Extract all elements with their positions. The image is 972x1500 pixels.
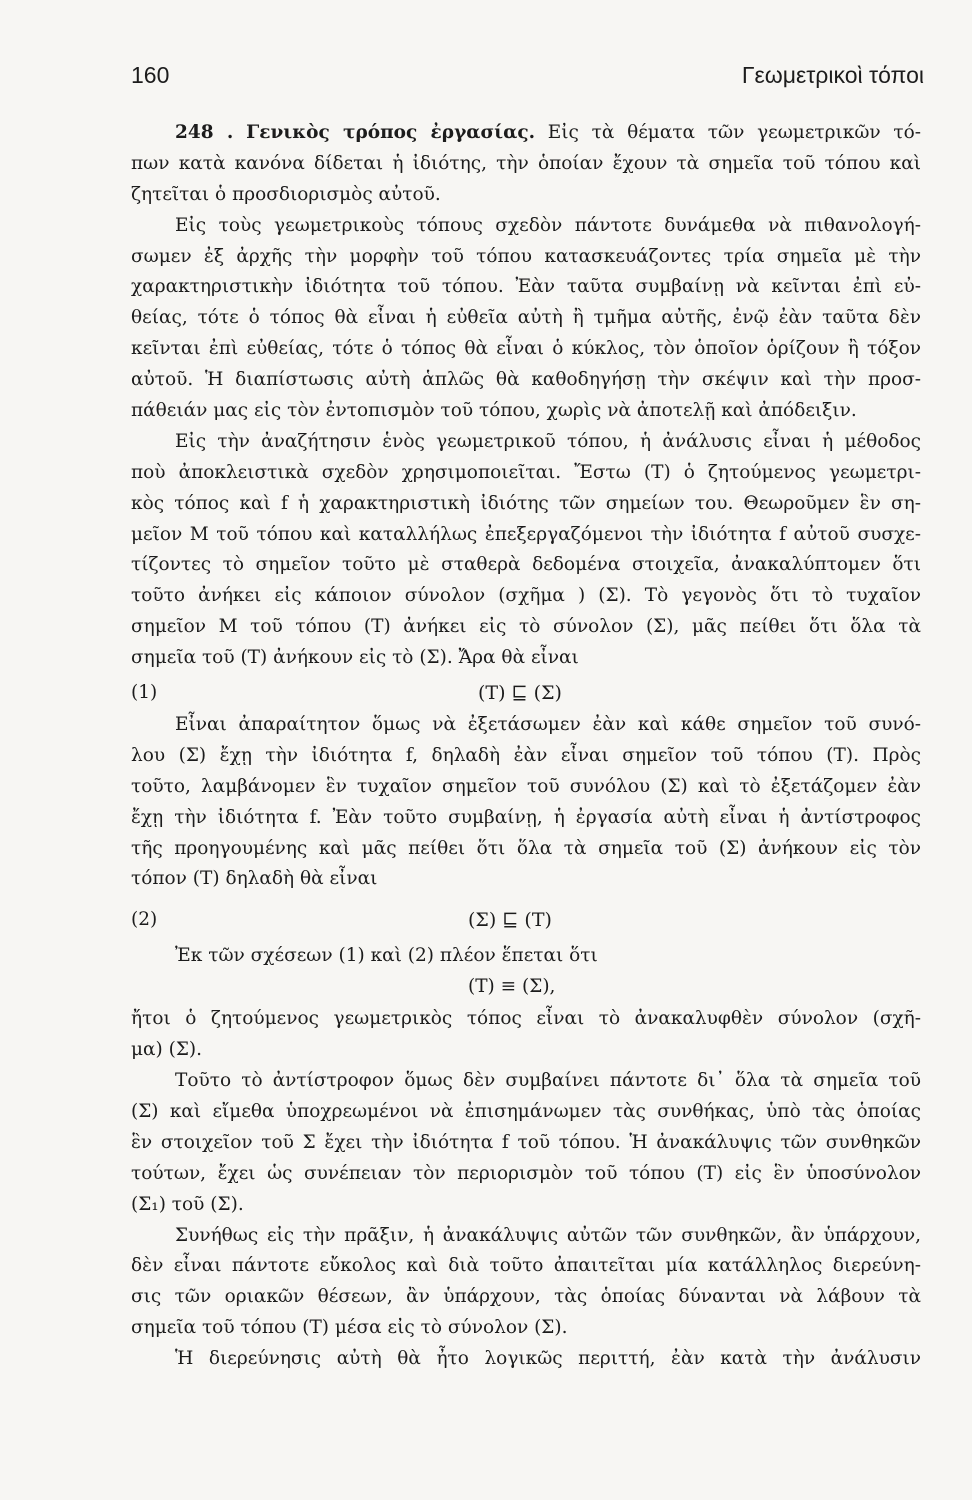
text-line: σημεῖα τοῦ τόπου (Τ) μέσα εἰς τὸ σύνολον (Σ). (131, 1317, 568, 1339)
text-line: Τοῦτο τὸ ἀντίστροφον ὅμως δὲν συμβαίνει πάντοτε δι᾽ ὅλα τὰ σημεῖα τοῦ (175, 1070, 921, 1092)
text-line: τῆς προηγουμένης καὶ μᾶς πείθει ὅτι ὅλα τὰ σημεῖα τοῦ (Σ) ἀνήκουν εἰς τὸν (131, 837, 921, 859)
text-line: Εἰς τὴν ἀναζήτησιν ἑνὸς γεωμετρικοῦ τόπου, ἡ ἀνάλυσις εἶναι ἡ μέθοδος (175, 430, 921, 452)
section-number: 248 . (175, 122, 234, 143)
page-header (131, 62, 924, 96)
text-line: (Σ) καὶ εἴμεθα ὑποχρεωμένοι νὰ ἐπισημάνωμεν τὰς συνθήκας, ὑπὸ τὰς ὁποίας (131, 1100, 921, 1122)
text-line: Ἐκ τῶν σχέσεων (1) καὶ (2) πλέον ἕπεται ὅτι (175, 945, 598, 967)
page-number: 160 (131, 62, 170, 88)
text-line: μεῖον Μ τοῦ τόπου καὶ καταλλήλως ἐπεξεργαζόμενοι τὴν ἰδιότητα f αὐτοῦ συσχε- (131, 523, 921, 545)
text-line: σημεῖον Μ τοῦ τόπου (Τ) ἀνήκει εἰς τὸ σύνολον (Σ), μᾶς πείθει ὅτι ὅλα τὰ (131, 616, 921, 638)
text-line: μα) (Σ). (131, 1039, 203, 1061)
equation-label: (1) (131, 682, 158, 704)
text-line: κὸς τόπος καὶ f ἡ χαρακτηριστικὴ ἰδιότης τῶν σημείων του. Θεωροῦμεν ἓν ση- (131, 492, 921, 514)
text-line: δὲν εἶναι πάντοτε εὔκολος καὶ διὰ τοῦτο ἀπαιτεῖται μία κατάλληλος διερεύνη- (131, 1255, 921, 1277)
text-line: λου (Σ) ἔχῃ τὴν ἰδιότητα f, δηλαδὴ ἐὰν εἶναι σημεῖον τοῦ τόπου (Τ). Πρὸς (131, 744, 921, 766)
text-line: τοῦτο, λαμβάνομεν ἓν τυχαῖον σημεῖον τοῦ συνόλου (Σ) καὶ τὸ ἐξετάζομεν ἐὰν (131, 775, 921, 797)
section-title: Γενικὸς τρόπος ἐργασίας. (246, 122, 536, 143)
text-line: ζητεῖται ὁ προσδιορισμὸς αὐτοῦ. (131, 183, 441, 205)
equation-1 (131, 674, 921, 710)
text-line: τίζοντες τὸ σημεῖον τοῦτο μὲ σταθερὰ δεδομένα στοιχεῖα, ἀνακαλύπτομεν ὅτι (131, 554, 921, 576)
text-line: τόπον (Τ) δηλαδὴ θὰ εἶναι (131, 868, 378, 890)
text-line: θείας, τότε ὁ τόπος θὰ εἶναι ἡ εὐθεῖα αὐτὴ ἢ τμῆμα αὐτῆς, ἐνῷ ἐὰν ταῦτα δὲν (131, 307, 921, 329)
text-line: κεῖνται ἐπὶ εὐθείας, τότε ὁ τόπος θὰ εἶναι ὁ κύκλος, τὸν ὁποῖον ὁρίζουν ἢ τόξον (131, 338, 921, 360)
text-line: σωμεν ἐξ ἀρχῆς τὴν μορφὴν τοῦ τόπου κατασκευάζοντες τρία σημεῖα μὲ τὴν (131, 245, 921, 267)
equation-expression: (Σ) ⊑ (Τ) (468, 909, 552, 932)
text-line: αὐτοῦ. Ἡ διαπίστωσις αὐτὴ ἁπλῶς θὰ καθοδηγήσῃ τὴν σκέψιν καὶ τὴν προσ- (131, 369, 921, 391)
running-title: Γεωμετρικοὶ τόποι (741, 62, 924, 88)
text-line: Συνήθως εἰς τὴν πρᾶξιν, ἡ ἀνακάλυψις αὐτῶν τῶν συνθηκῶν, ἂν ὑπάρχουν, (175, 1224, 921, 1246)
text-line: ἤτοι ὁ ζητούμενος γεωμετρικὸς τόπος εἶναι τὸ ἀνακαλυφθὲν σύνολον (σχῆ- (131, 1008, 921, 1030)
text-line: ἔχῃ τὴν ἰδιότητα f. Ἐὰν τοῦτο συμβαίνῃ, ἡ ἐργασία αὐτὴ εἶναι ἡ ἀντίστροφος (131, 806, 921, 828)
text-line: τούτων, ἔχει ὡς συνέπειαν τὸν περιορισμὸν τοῦ τόπου (Τ) εἰς ἓν ὑποσύνολον (131, 1162, 921, 1184)
text-line: σημεῖα τοῦ (Τ) ἀνήκουν εἰς τὸ (Σ). Ἄρα θὰ εἶναι (131, 647, 579, 669)
equation-expression: (Τ) ⊑ (Σ) (478, 682, 562, 705)
text-line: ἓν στοιχεῖον τοῦ Σ ἔχει τὴν ἰδιότητα f τοῦ τόπου. Ἡ ἀνακάλυψις τῶν συνθηκῶν (131, 1131, 921, 1153)
page-body (131, 118, 921, 1375)
text-line: Ἡ διερεύνησις αὐτὴ θὰ ἦτο λογικῶς περιττή, ἐὰν κατὰ τὴν ἀνάλυσιν (175, 1348, 921, 1370)
text-line: Εἰς τοὺς γεωμετρικοὺς τόπους σχεδὸν πάντοτε δυνάμεθα νὰ πιθανολογή- (175, 214, 921, 236)
equation-expression: (Τ) ≡ (Σ), (468, 976, 556, 998)
text-line (131, 118, 921, 149)
equation-label: (2) (131, 909, 158, 931)
text-line: σις τῶν οριακῶν θέσεων, ἂν ὑπάρχουν, τὰς ὁποίας δύνανται νὰ λάβουν τὰ (131, 1286, 921, 1308)
text-line: (Σ₁) τοῦ (Σ). (131, 1193, 244, 1215)
text-line: Εἶναι ἀπαραίτητον ὅμως νὰ ἐξετάσωμεν ἐὰν καὶ κάθε σημεῖον τοῦ συνό- (175, 714, 921, 736)
text-line: τοῦτο ἀνήκει εἰς κάποιον σύνολον (σχῆμα ) (Σ). Τὸ γεγονὸς ὅτι τὸ τυχαῖον (131, 585, 921, 607)
text-span: Εἰς τὰ θέματα τῶν γεωμετρικῶν τό- (547, 122, 921, 143)
text-line: πάθειάν μας εἰς τὸν ἐντοπισμὸν τοῦ τόπου, χωρὶς νὰ ἀποτελῇ καὶ ἀπόδειξιν. (131, 400, 857, 422)
text-line: χαρακτηριστικὴν ἰδιότητα τοῦ τόπου. Ἐὰν ταῦτα συμβαίνῃ νὰ κεῖνται ἐπὶ εὐ- (131, 276, 921, 298)
equation-2 (131, 895, 921, 941)
text-line: πων κατὰ κανόνα δίδεται ἡ ἰδιότης, τὴν ὁποίαν ἔχουν τὰ σημεῖα τοῦ τόπου καὶ (131, 152, 921, 174)
text-line: ποὺ ἀποκλειστικὰ σχεδὸν χρησιμοποιεῖται. Ἔστω (Τ) ὁ ζητούμενος γεωμετρι- (131, 461, 921, 483)
equation-3 (131, 972, 921, 1004)
